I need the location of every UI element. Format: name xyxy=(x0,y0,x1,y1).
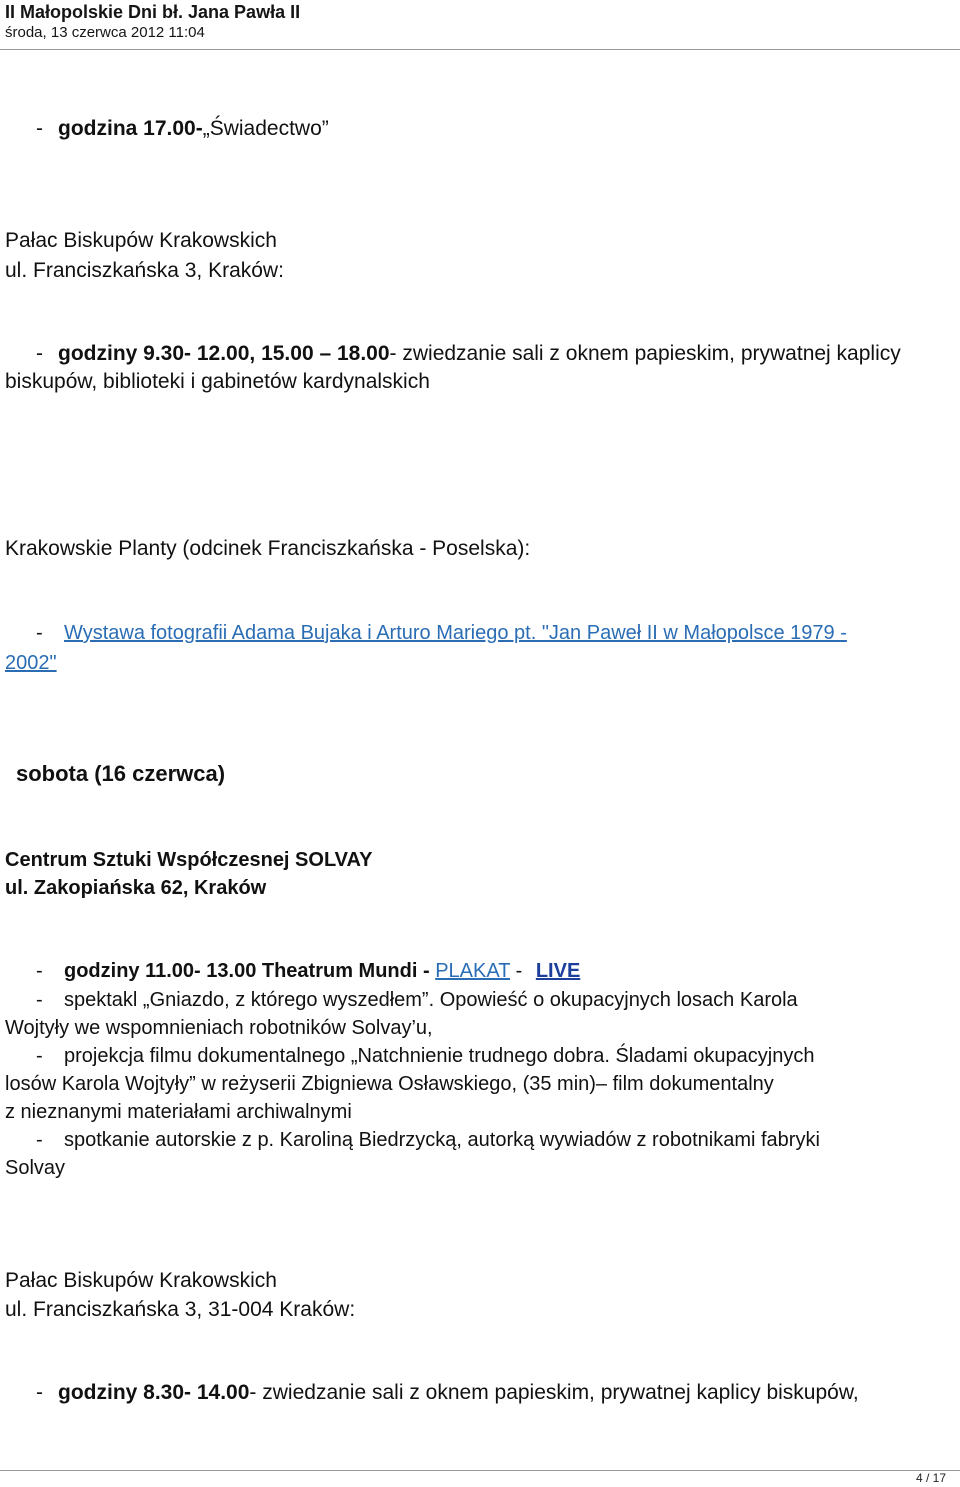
page-title: II Małopolskie Dni bł. Jana Pawła II xyxy=(5,2,301,22)
performance-line xyxy=(36,988,798,1012)
venue-address: ul. Zakopiańska 62, Kraków xyxy=(5,877,267,899)
exhibition-line xyxy=(36,621,847,645)
bullet-dash: - xyxy=(36,989,43,1011)
plakat-link[interactable]: PLAKAT xyxy=(435,960,511,982)
venue-name: Pałac Biskupów Krakowskich xyxy=(5,229,277,252)
bullet-dash: - xyxy=(36,1045,43,1067)
bullet-dash: - xyxy=(36,960,43,982)
bullet-dash: - xyxy=(36,342,43,365)
venue-name: Krakowskie Planty (odcinek Franciszkańska - Poselska): xyxy=(5,537,531,560)
testimony-line xyxy=(36,116,329,141)
bullet-dash: - xyxy=(36,1381,43,1404)
venue-name: Pałac Biskupów Krakowskich xyxy=(5,1269,277,1292)
day-heading: sobota (16 czerwca) xyxy=(16,761,226,786)
header-divider xyxy=(0,49,960,50)
event-description: - zwiedzanie sali z oknem papieskim, prywatnej kaplicy xyxy=(389,342,901,365)
performance-text-cont: Wojtyły we wspomnieniach robotników Solvay’u, xyxy=(5,1017,433,1039)
event-description-cont: biskupów, biblioteki i gabinetów kardynalskich xyxy=(5,370,430,393)
event-time: godziny 11.00- 13.00 Theatrum Mundi xyxy=(64,960,418,982)
theatrum-line xyxy=(36,959,580,983)
bullet-dash: - xyxy=(36,1129,43,1151)
performance-text: spektakl „Gniazdo, z którego wyszedłem”. Opowieść o okupacyjnych losach Karola xyxy=(64,989,798,1011)
screening-text-cont: z nieznanymi materiałami archiwalnymi xyxy=(5,1101,352,1123)
event-description: - zwiedzanie sali z oknem papieskim, prywatnej kaplicy biskupów, xyxy=(249,1381,859,1404)
screening-text-cont: losów Karola Wojtyły” w reżyserii Zbigniewa Osławskiego, (35 min)– film dokumentalny xyxy=(5,1073,774,1095)
event-time: godziny 9.30- 12.00, 15.00 – 18.00 xyxy=(58,342,390,365)
venue-name: Centrum Sztuki Współczesnej SOLVAY xyxy=(5,849,373,871)
author-meeting-text-cont: Solvay xyxy=(5,1157,66,1179)
event-time: godziny 8.30- 14.00 xyxy=(58,1381,250,1404)
exhibition-link-cont[interactable]: 2002" xyxy=(5,652,57,674)
venue-address: ul. Franciszkańska 3, Kraków: xyxy=(5,259,284,282)
visiting-hours-line xyxy=(36,1380,859,1405)
separator: - xyxy=(417,960,436,982)
screening-text: projekcja filmu dokumentalnego „Natchnienie trudnego dobra. Śladami okupacyjnych xyxy=(64,1045,815,1067)
event-time: godzina 17.00- xyxy=(58,117,203,140)
separator: - xyxy=(510,960,528,982)
bullet-dash: - xyxy=(36,622,43,644)
publish-date: środa, 13 czerwca 2012 11:04 xyxy=(5,24,205,41)
author-meeting-line xyxy=(36,1128,820,1152)
footer-divider xyxy=(0,1470,960,1471)
event-title: „Świadectwo” xyxy=(202,117,329,140)
live-link[interactable]: LIVE xyxy=(535,960,581,982)
bullet-dash: - xyxy=(36,117,43,140)
exhibition-link[interactable]: Wystawa fotografii Adama Bujaka i Arturo Mariego pt. "Jan Paweł II w Małopolsce 1979 - xyxy=(64,622,847,644)
venue-address: ul. Franciszkańska 3, 31-004 Kraków: xyxy=(5,1298,356,1321)
visiting-hours-line xyxy=(36,341,901,366)
page-number: 4 / 17 xyxy=(915,1471,946,1485)
screening-line xyxy=(36,1044,814,1068)
author-meeting-text: spotkanie autorskie z p. Karoliną Biedrzycką, autorką wywiadów z robotnikami fabryki xyxy=(64,1129,820,1151)
